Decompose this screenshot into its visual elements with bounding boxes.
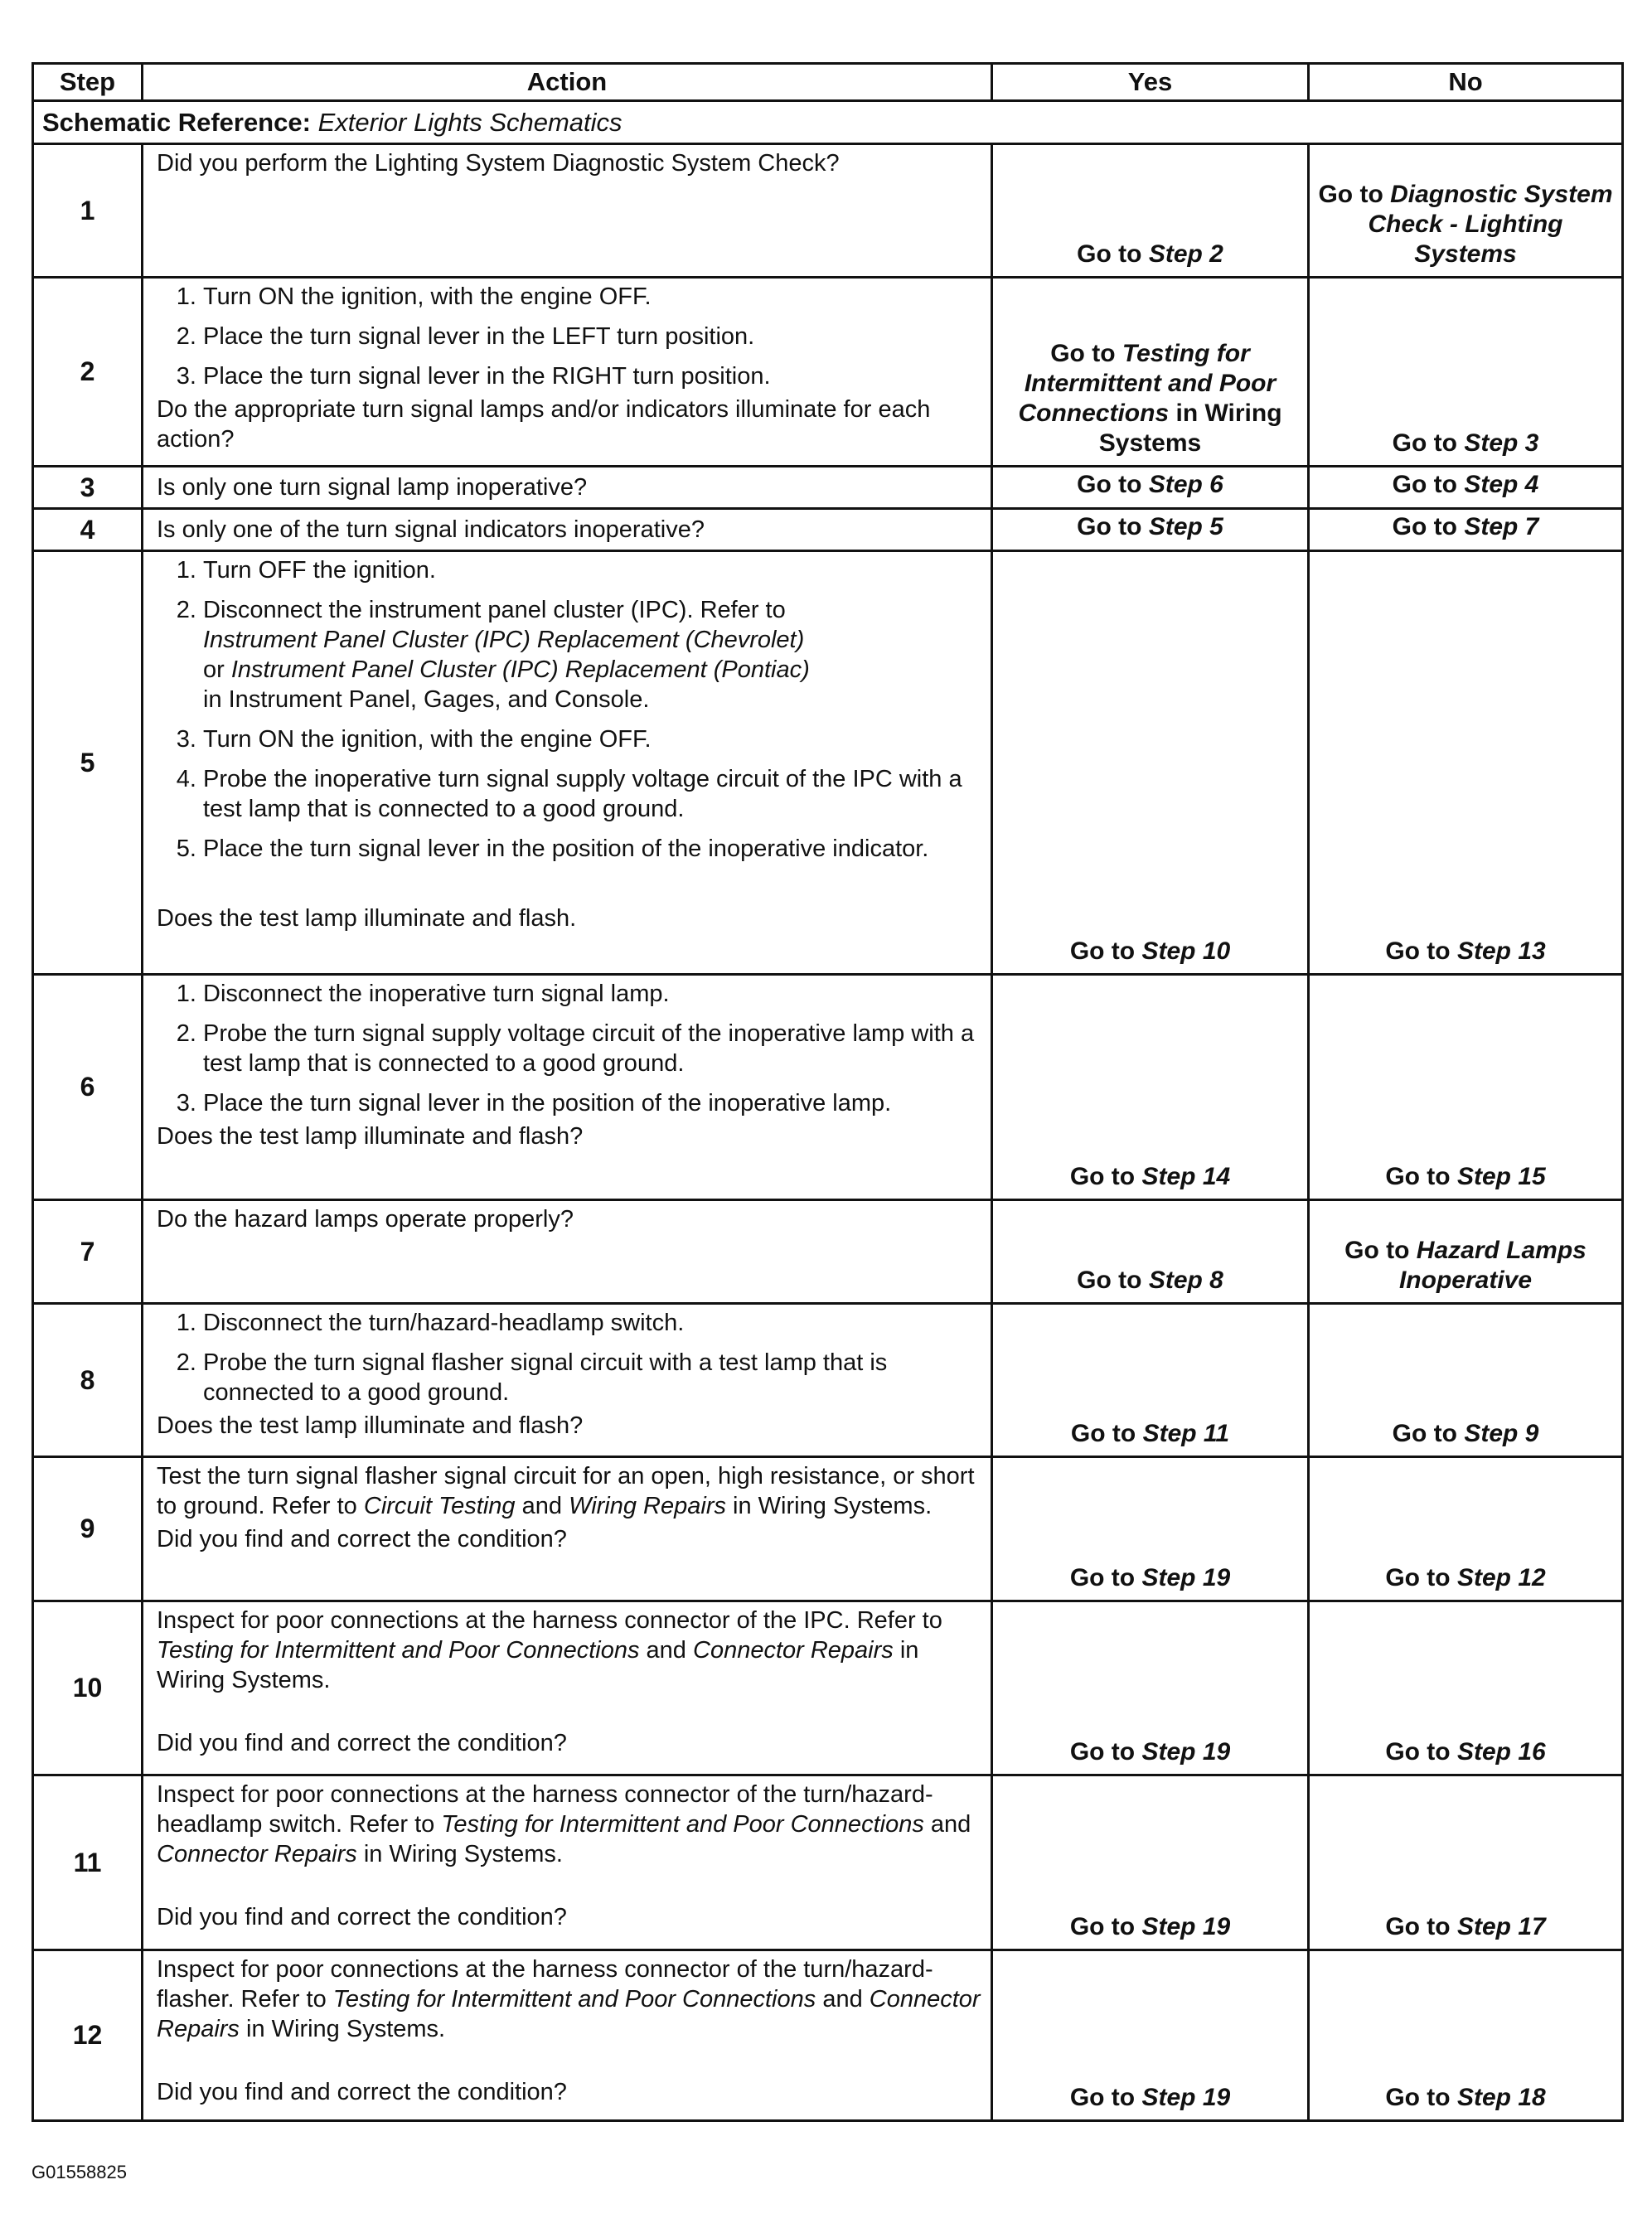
action-paragraph (157, 1954, 981, 2044)
action-cell (143, 1601, 992, 1775)
go-to-label: Go to (1385, 1163, 1451, 1190)
table-row (33, 1950, 1623, 2121)
yes-cell[interactable] (992, 467, 1309, 509)
action-item: 1. Turn ON the ignition, with the engine OFF. (203, 282, 981, 312)
go-to-label: Go to (1385, 937, 1451, 965)
header-row (33, 64, 1623, 101)
action-cell (143, 1457, 992, 1601)
action-question: Does the test lamp illuminate and flash? (157, 1123, 584, 1150)
header-yes: Yes (992, 64, 1309, 101)
schematic-link[interactable]: Exterior Lights Schematics (317, 107, 623, 137)
reference-link[interactable]: Connector Repairs (157, 1841, 357, 1867)
reference-link[interactable]: Wiring Repairs (569, 1493, 726, 1519)
action-text: Test the turn signal flasher signal circuit for an open, high resistance, or short to ground. Refer to (157, 1463, 975, 1519)
step-number: 2 (33, 278, 143, 467)
yes-target[interactable]: Step 8 (1148, 1267, 1223, 1294)
go-to-label: Go to (1069, 937, 1136, 965)
no-target[interactable]: Step 12 (1456, 1564, 1546, 1591)
yes-cell[interactable] (992, 1950, 1309, 2121)
no-cell[interactable] (1309, 1775, 1623, 1950)
action-text: Inspect for poor connections at the harness connector of the turn/hazard-flasher. Refer to (157, 1956, 933, 2013)
reference-link[interactable]: Testing for Intermittent and Poor Connections (441, 1811, 924, 1838)
yes-target[interactable]: Step 10 (1141, 937, 1231, 965)
yes-cell[interactable] (992, 278, 1309, 467)
no-target[interactable]: Step 3 (1464, 429, 1539, 457)
action-question: Did you find and correct the condition? (157, 1526, 567, 1552)
action-item: 5. Place the turn signal lever in the position of the inoperative indicator. (203, 834, 981, 864)
yes-target[interactable]: Step 19 (1141, 1913, 1231, 1940)
step-number: 11 (33, 1775, 143, 1950)
no-cell[interactable] (1309, 1200, 1623, 1304)
step-number: 1 (33, 144, 143, 278)
go-to-label: Go to (1392, 471, 1457, 498)
action-tail: in Wiring Systems. (246, 2016, 446, 2042)
go-to-label: Go to (1392, 429, 1457, 457)
connector-word: and (930, 1811, 971, 1838)
no-cell[interactable] (1309, 278, 1623, 467)
reference-link[interactable]: Connector Repairs (157, 1986, 981, 2042)
action-text: Inspect for poor connections at the harness connector of the turn/hazard-headlamp switch. Refer to (157, 1781, 933, 1838)
connector-word: and (822, 1986, 863, 2013)
schematic-row (33, 101, 1623, 144)
header-action: Action (143, 64, 992, 101)
table-row (33, 975, 1623, 1200)
action-item: 3. Place the turn signal lever in the RIGHT turn position. (203, 361, 981, 391)
table-row (33, 1775, 1623, 1950)
table-row (33, 278, 1623, 467)
yes-suffix: in Wiring Systems (1098, 400, 1282, 457)
action-item: 3. Place the turn signal lever in the position of the inoperative lamp. (203, 1088, 981, 1118)
action-item: 2. Probe the turn signal supply voltage circuit of the inoperative lamp with a test lamp that is connected to a good ground. (203, 1019, 981, 1078)
yes-cell[interactable] (992, 1304, 1309, 1457)
table-row (33, 144, 1623, 278)
go-to-label: Go to (1392, 1420, 1457, 1447)
action-text: Is only one turn signal lamp inoperative? (157, 474, 588, 501)
action-text: Is only one of the turn signal indicators inoperative? (157, 516, 705, 543)
go-to-label: Go to (1077, 240, 1142, 268)
schematic-label: Schematic Reference: (42, 107, 311, 137)
schematic-reference (33, 101, 1623, 144)
action-item: 1. Disconnect the inoperative turn signal lamp. (203, 979, 981, 1009)
go-to-label: Go to (1318, 181, 1383, 208)
yes-cell[interactable] (992, 1457, 1309, 1601)
table-row (33, 1304, 1623, 1457)
step-number: 10 (33, 1601, 143, 1775)
yes-cell[interactable] (992, 1601, 1309, 1775)
action-steps (157, 282, 981, 391)
action-paragraph (157, 1606, 981, 1695)
yes-cell[interactable] (992, 509, 1309, 551)
no-cell[interactable] (1309, 1601, 1623, 1775)
action-paragraph (157, 1461, 981, 1521)
yes-target[interactable]: Step 19 (1141, 1738, 1231, 1766)
no-cell[interactable] (1309, 144, 1623, 278)
action-question: Did you find and correct the condition? (157, 1730, 567, 1756)
yes-target[interactable]: Step 6 (1148, 471, 1223, 498)
table-row (33, 1457, 1623, 1601)
action-steps (157, 1308, 981, 1407)
reference-link[interactable]: Testing for Intermittent and Poor Connections (332, 1986, 816, 2013)
no-target[interactable]: Step 16 (1456, 1738, 1546, 1766)
go-to-label: Go to (1077, 471, 1142, 498)
step-number: 5 (33, 551, 143, 975)
table-row (33, 509, 1623, 551)
table-row (33, 467, 1623, 509)
action-cell (143, 1775, 992, 1950)
action-question: Did you find and correct the condition? (157, 1904, 567, 1930)
go-to-label: Go to (1077, 1267, 1142, 1294)
yes-target[interactable]: Step 11 (1142, 1420, 1230, 1447)
connector-word: and (521, 1493, 563, 1519)
yes-target[interactable]: Testing for Intermittent and Poor Connections (1018, 340, 1277, 427)
table-row (33, 1601, 1623, 1775)
action-tail: in Wiring Systems. (733, 1493, 933, 1519)
no-target[interactable]: Step 18 (1456, 2084, 1546, 2111)
header-no: No (1309, 64, 1623, 101)
action-cell (143, 975, 992, 1200)
action-item-tail: in Instrument Panel, Gages, and Console. (203, 686, 650, 713)
table-row (33, 1200, 1623, 1304)
go-to-label: Go to (1070, 1420, 1136, 1447)
no-cell[interactable] (1309, 1457, 1623, 1601)
go-to-label: Go to (1385, 1738, 1451, 1766)
action-question: Does the test lamp illuminate and flash? (157, 1412, 584, 1439)
step-number: 7 (33, 1200, 143, 1304)
connector-word: and (646, 1637, 686, 1664)
go-to-label: Go to (1069, 1738, 1136, 1766)
no-target[interactable]: Step 15 (1456, 1163, 1546, 1190)
step-number: 3 (33, 467, 143, 509)
yes-cell[interactable] (992, 144, 1309, 278)
header-step: Step (33, 64, 143, 101)
no-target[interactable]: Step 4 (1464, 471, 1539, 498)
diagnostic-table (31, 62, 1624, 2122)
action-question: Do the appropriate turn signal lamps and/or indicators illuminate for each action? (157, 396, 931, 453)
action-cell (143, 467, 992, 509)
step-number: 8 (33, 1304, 143, 1457)
go-to-label: Go to (1069, 1163, 1136, 1190)
table-row (33, 551, 1623, 975)
action-text: Did you perform the Lighting System Diagnostic System Check? (157, 150, 840, 177)
go-to-label: Go to (1385, 1564, 1451, 1591)
no-target[interactable]: Step 9 (1464, 1420, 1539, 1447)
go-to-label: Go to (1385, 1913, 1451, 1940)
no-target[interactable]: Step 17 (1456, 1913, 1546, 1940)
action-item: 4. Probe the inoperative turn signal supply voltage circuit of the IPC with a test lamp that is connected to a good ground. (203, 764, 981, 824)
reference-link-suffix[interactable]: (Pontiac) (713, 656, 810, 683)
no-target[interactable]: Step 7 (1464, 513, 1539, 540)
action-item: 1. Turn OFF the ignition. (203, 555, 981, 585)
no-cell[interactable] (1309, 1304, 1623, 1457)
connector-word: or (203, 656, 225, 683)
yes-target[interactable]: Step 5 (1148, 513, 1223, 540)
no-target[interactable]: Diagnostic System Check - Lighting Systems (1368, 181, 1613, 268)
go-to-label: Go to (1069, 1564, 1136, 1591)
no-cell[interactable] (1309, 975, 1623, 1200)
action-item (203, 595, 981, 714)
action-item-text: Disconnect the instrument panel cluster (IPC). Refer to (203, 597, 786, 623)
action-cell (143, 1200, 992, 1304)
reference-link[interactable]: Circuit Testing (363, 1493, 516, 1519)
action-text: Inspect for poor connections at the harness connector of the IPC. Refer to (157, 1607, 942, 1634)
reference-link[interactable]: Instrument Panel Cluster (IPC) Replacement (230, 656, 707, 683)
no-cell[interactable] (1309, 467, 1623, 509)
reference-link[interactable]: Connector Repairs (693, 1637, 894, 1664)
step-number: 4 (33, 509, 143, 551)
yes-cell[interactable] (992, 975, 1309, 1200)
yes-cell[interactable] (992, 1200, 1309, 1304)
action-text: Do the hazard lamps operate properly? (157, 1206, 574, 1233)
action-steps (157, 979, 981, 1118)
reference-link[interactable]: Testing for Intermittent and Poor Connections (157, 1637, 640, 1664)
action-item: 3. Turn ON the ignition, with the engine OFF. (203, 724, 981, 754)
go-to-label: Go to (1077, 513, 1142, 540)
no-target[interactable]: Hazard Lamps Inoperative (1398, 1237, 1587, 1294)
action-tail: in Wiring Systems. (157, 1637, 919, 1693)
no-cell[interactable] (1309, 1950, 1623, 2121)
action-cell (143, 278, 992, 467)
yes-target[interactable]: Step 2 (1148, 240, 1223, 268)
go-to-label: Go to (1385, 2084, 1451, 2111)
go-to-label: Go to (1344, 1237, 1410, 1264)
go-to-label: Go to (1069, 1913, 1136, 1940)
action-item: 1. Disconnect the turn/hazard-headlamp switch. (203, 1308, 981, 1338)
action-steps (157, 555, 981, 864)
action-question: Does the test lamp illuminate and flash. (157, 905, 577, 932)
action-cell (143, 551, 992, 975)
action-paragraph (157, 1780, 981, 1869)
no-target[interactable]: Step 13 (1456, 937, 1546, 965)
action-cell (143, 1304, 992, 1457)
go-to-label: Go to (1069, 2084, 1136, 2111)
yes-target[interactable]: Step 19 (1141, 2084, 1231, 2111)
action-item: 2. Place the turn signal lever in the LEFT turn position. (203, 322, 981, 351)
step-number: 12 (33, 1950, 143, 2121)
action-item: 2. Probe the turn signal flasher signal circuit with a test lamp that is connected to a good ground. (203, 1348, 981, 1407)
step-number: 9 (33, 1457, 143, 1601)
step-number: 6 (33, 975, 143, 1200)
action-cell (143, 509, 992, 551)
yes-target[interactable]: Step 19 (1141, 1564, 1231, 1591)
yes-cell[interactable] (992, 1775, 1309, 1950)
action-tail: in Wiring Systems. (363, 1841, 563, 1867)
reference-link[interactable]: Instrument Panel Cluster (IPC) Replacement (Chevrolet) (203, 627, 805, 653)
go-to-label: Go to (1392, 513, 1457, 540)
figure-id: G01558825 (31, 2162, 127, 2182)
yes-target[interactable]: Step 14 (1141, 1163, 1231, 1190)
go-to-label: Go to (1050, 340, 1116, 367)
action-question: Did you find and correct the condition? (157, 2079, 567, 2105)
yes-cell[interactable] (992, 551, 1309, 975)
action-cell (143, 1950, 992, 2121)
no-cell[interactable] (1309, 509, 1623, 551)
action-cell (143, 144, 992, 278)
no-cell[interactable] (1309, 551, 1623, 975)
